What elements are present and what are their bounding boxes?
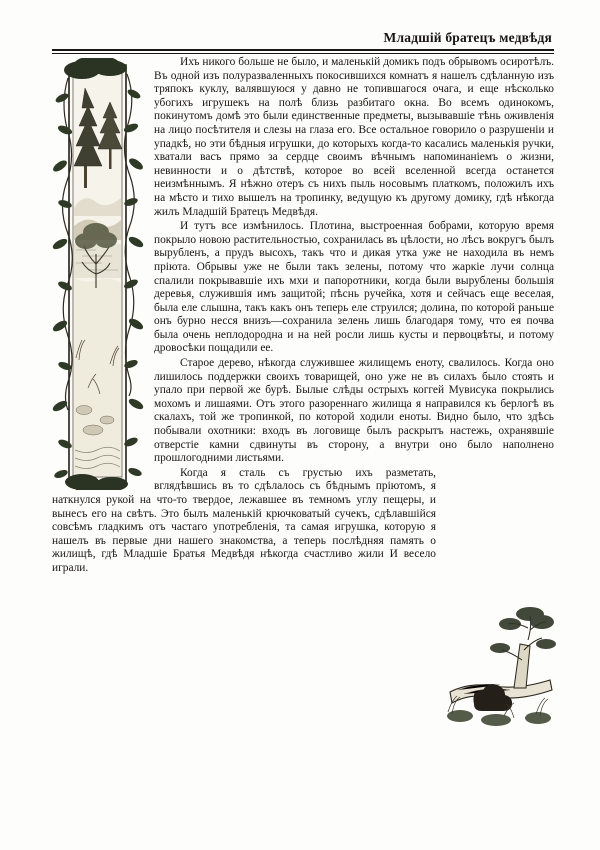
paragraph-4: Когда я сталь съ грустью ихъ разметать, вглядѣвшись въ то сдѣлалось съ бѣднымъ пріютомъ, я наткнулся рукой на что-то твердое, лежавшее въ темномъ углу пещеры, и вынесъ его на свѣтъ. Это былъ маленькій крючковатый сучекъ, сдѣлавшійся совсѣмъ гладкимъ отъ частаго употребленія, та самая игрушка, которую я нашелъ въ первые дни нашего знакомства, а теперь послѣдняя память о жилищѣ, гдѣ Младшіе Братья Медвѣдя нѣкогда счастливо жили И весело играли. xyxy=(52,466,436,574)
page-header xyxy=(52,30,554,54)
header-divider xyxy=(52,49,554,54)
paragraph-1: Ихъ никого больше не было, и маленькій домикъ подъ обрывомъ осиротѣлъ. Въ одной изъ полуразваленныхъ покосившихся комнатъ я нашелъ сдѣланную изъ тряпокъ куклу, валявшуюся у давно не топившагося очага, и еще нѣсколько убогихъ игрушекъ на полѣ близь разбитаго окна. Во всемъ одинокомъ, покинутомъ домѣ это были единственные предметы, вызывавшіе тѣнь оживленія на лицо посѣтителя и слезы на глаза его. Все остальное говорило о разрушеніи и упадкѣ, но эти бѣдныя игрушки, до которыхъ когда-то касались маленькія ручки, хватали васъ прямо за сердце своимъ вѣчнымъ напоминаніемъ о жизни, невинности и о дѣтствѣ, которое во всей вселенной всегда останется неизмѣннымъ. Я нѣжно отеръ съ нихъ пыль носовымъ платкомъ, положилъ ихъ на мѣсто и тихо вышелъ на тропинку, ведущую къ другому домику, гдѣ нѣкогда жилъ Младшій Братецъ Медвѣдя. xyxy=(154,56,554,218)
forest-vignette-icon xyxy=(444,600,556,726)
running-head-title: Младшій братецъ медвѣдя xyxy=(383,30,552,45)
paragraph-3: Старое дерево, нѣкогда служившее жилищемъ еноту, свалилось. Когда оно лишилось поддержки своихъ товарищей, оно уже не въ силахъ было стоять и упало при первой же бурѣ. Былые слѣды острыхъ коггей Мувисука покрылись мохомъ и лишаями. Отъ этого разореннаго жилища я направился къ берлогѣ въ скалахъ, той же тропинкой, по которой ходили еноты. Видно было, что здѣсь побывали охотники: входъ въ логовище былъ раскрытъ настежь, охранявшіе отверстіе камни сдвинуты въ сторону, а внутри оно было наполнено прошлогодними листьями. xyxy=(154,357,554,465)
body-text-column xyxy=(52,56,554,593)
vignette-text-wrap-spacer xyxy=(446,471,554,591)
ornament-text-wrap-spacer xyxy=(52,58,144,488)
paragraph-2: И тутъ все измѣнилось. Плотина, выстроенная бобрами, которую время покрыло новою растительностью, сохранилась въ цѣлости, но лѣсъ вокругъ былъ вырубленъ, а прудъ высохъ, такъ что и дикая утка уже не находила въ немъ пріюта. Обрывы уже не были такъ зелены, потому что жаркіе лучи солнца спалили покрывавшіе ихъ мхи и папоротники, когда были вырублены большія деревья, служившія имъ защитой; пѣснь ручейка, хотя и сейчасъ еще веселая, была еле слышна, такъ какъ онъ теперь еле струился; долина, по которой раньше онъ бурно несся внизъ—сохранила зелень лишь благодаря тому, что ея почва была очень неплодородна и на ней росли лишь кусты и первоцвѣты, и потому дровосѣки пощадили ее. xyxy=(154,220,554,355)
